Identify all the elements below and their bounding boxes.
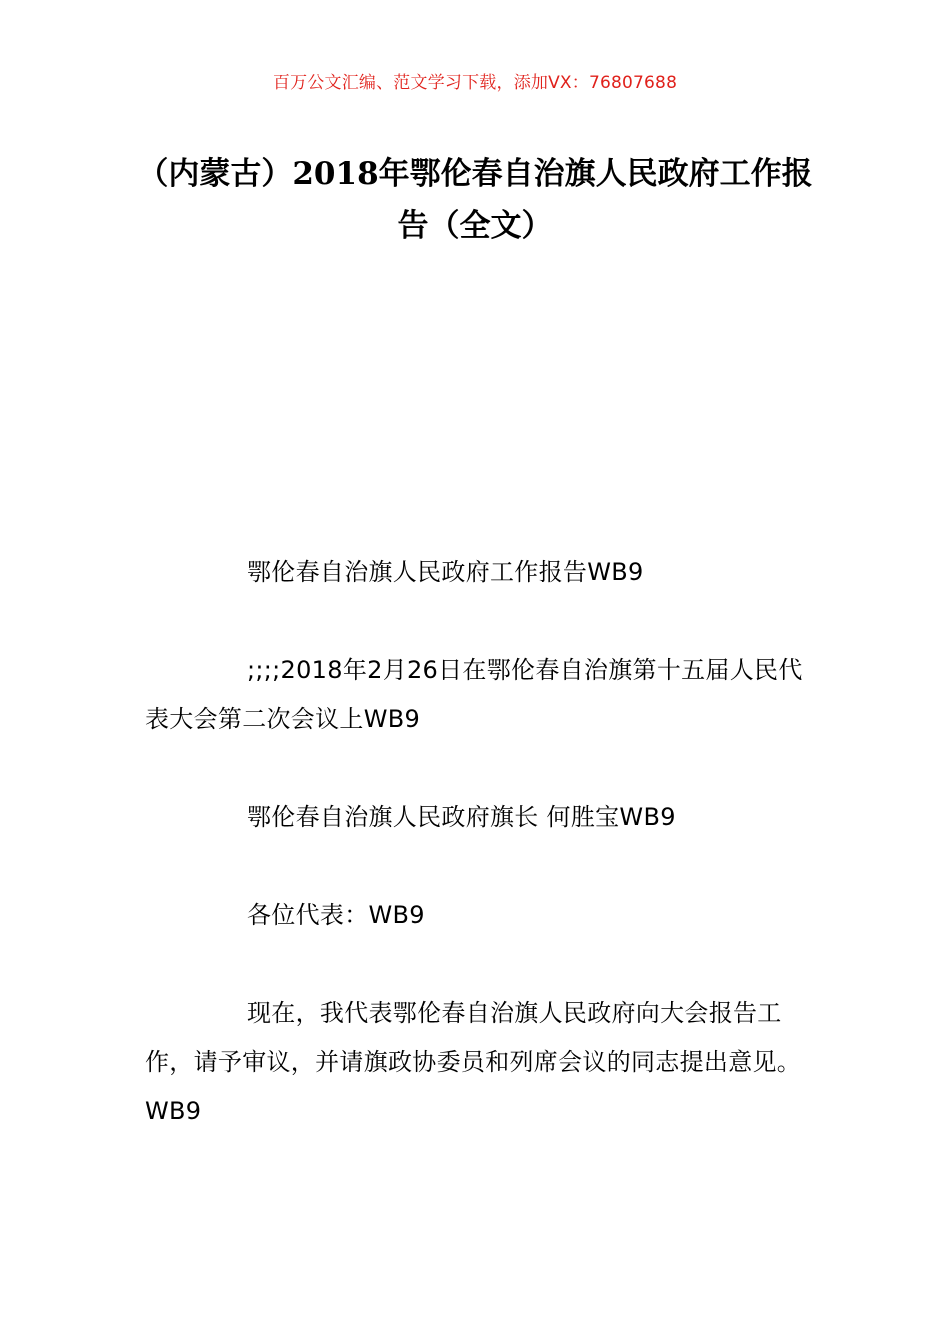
opening-paragraph: 现在，我代表鄂伦春自治旗人民政府向大会报告工作，请予审议，并请旗政协委员和列席会议的同志提出意见。WB9 bbox=[145, 999, 802, 1125]
header-note: 百万公文汇编、范文学习下载，添加VX：76807688 bbox=[272, 73, 678, 93]
document-body bbox=[145, 548, 810, 1185]
speaker-paragraph: 鄂伦春自治旗人民政府旗长 何胜宝WB9 bbox=[247, 803, 676, 831]
salutation-paragraph: 各位代表：WB9 bbox=[247, 901, 425, 929]
meeting-date-paragraph: ;;;;2018年2月26日在鄂伦春自治旗第十五届人民代表大会第二次会议上WB9 bbox=[145, 656, 803, 733]
report-heading-paragraph: 鄂伦春自治旗人民政府工作报告WB9 bbox=[247, 558, 644, 586]
document-title: （内蒙古）2018年鄂伦春自治旗人民政府工作报告（全文） bbox=[137, 156, 813, 244]
